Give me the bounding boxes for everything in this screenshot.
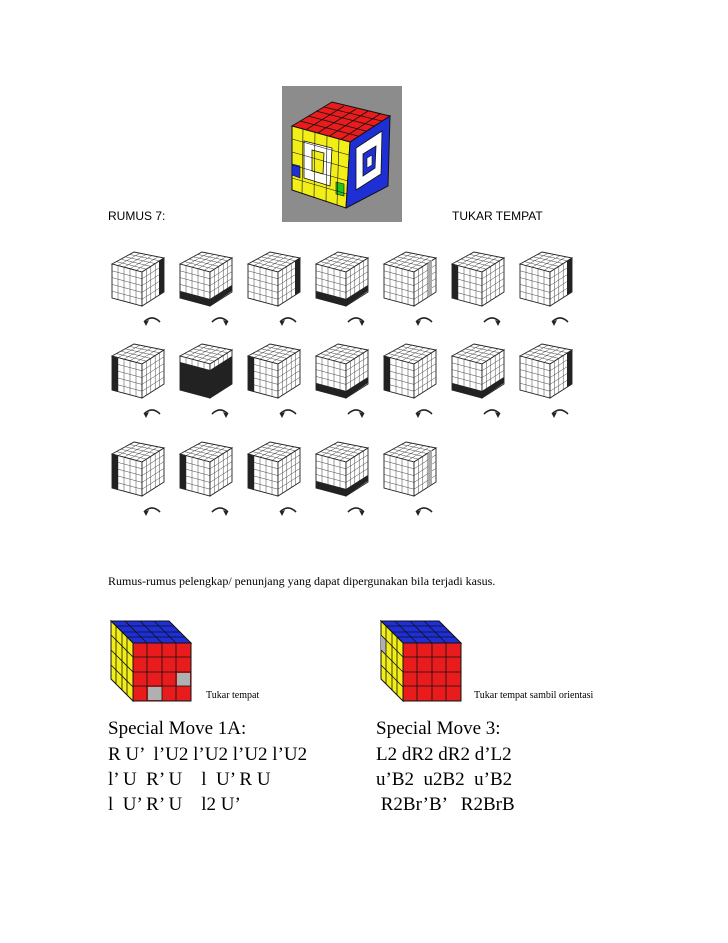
special-move-3-line-2: u’B2 u2B2 u’B2 [376, 769, 513, 790]
rotation-arrow-6 [552, 318, 568, 326]
rotation-arrow-17 [348, 508, 364, 516]
cube-illustration [282, 86, 402, 222]
sequence-cube-1-0 [112, 344, 164, 398]
rotation-arrow-10 [348, 410, 364, 418]
sequence-cube-0-3 [316, 252, 368, 306]
top-cube-photo [282, 86, 402, 222]
rotation-arrow-11 [416, 410, 432, 418]
rotation-arrow-1 [212, 318, 228, 326]
sequence-cube-0-5 [452, 252, 504, 306]
rotation-arrow-15 [212, 508, 228, 516]
rotation-arrow-4 [416, 318, 432, 326]
rotation-arrow-14 [144, 508, 160, 516]
sequence-cube-1-2 [248, 344, 300, 398]
sequence-cube-2-3 [316, 442, 368, 496]
rotation-arrow-3 [348, 318, 364, 326]
right-example-cube [377, 615, 477, 705]
special-move-1a-line-2: l’ U R’ U l U’ R U [108, 769, 271, 790]
sequence-cube-1-3 [316, 344, 368, 398]
rotation-arrow-13 [552, 410, 568, 418]
formula-title: TUKAR TEMPAT [452, 209, 543, 223]
sequence-cube-0-6 [520, 252, 572, 306]
left-example-cube [107, 615, 207, 705]
formula-label: RUMUS 7: [108, 209, 166, 223]
sequence-cube-1-5 [452, 344, 504, 398]
special-move-1a-line-3: l U’ R’ U l2 U’ [108, 794, 241, 815]
sequence-cube-1-1 [180, 344, 232, 398]
sequence-cube-1-4 [384, 344, 436, 398]
sequence-cube-0-4 [384, 252, 436, 306]
rotation-arrow-9 [280, 410, 296, 418]
sequence-cube-1-6 [520, 344, 572, 398]
move-sequence-diagram [100, 240, 620, 540]
left-example-caption: Tukar tempat [206, 690, 260, 701]
special-move-1a-line-1: R U’ l’U2 l’U2 l’U2 l’U2 [108, 744, 308, 765]
sequence-cube-0-1 [180, 252, 232, 306]
rotation-arrow-5 [484, 318, 500, 326]
rotation-arrow-7 [144, 410, 160, 418]
sequence-cube-0-2 [248, 252, 300, 306]
special-move-3-line-1: L2 dR2 dR2 d’L2 [376, 744, 512, 765]
sequence-cube-2-2 [248, 442, 300, 496]
sequence-cube-0-0 [112, 252, 164, 306]
special-move-1a-title: Special Move 1A: [108, 718, 247, 739]
sequence-cube-2-1 [180, 442, 232, 496]
sequence-cube-2-4 [384, 442, 436, 496]
rotation-arrow-18 [416, 508, 432, 516]
right-example-caption: Tukar tempat sambil orientasi [474, 690, 594, 701]
sequence-cube-2-0 [112, 442, 164, 496]
rotation-arrow-12 [484, 410, 500, 418]
rotation-arrow-2 [280, 318, 296, 326]
special-move-3-title: Special Move 3: [376, 718, 501, 739]
rotation-arrow-8 [212, 410, 228, 418]
supplementary-note: Rumus-rumus pelengkap/ penunjang yang dapat dipergunakan bila terjadi kasus. [108, 574, 496, 588]
rotation-arrow-16 [280, 508, 296, 516]
rotation-arrow-0 [144, 318, 160, 326]
special-move-3-line-3: R2Br’B’ R2BrB [376, 794, 515, 815]
